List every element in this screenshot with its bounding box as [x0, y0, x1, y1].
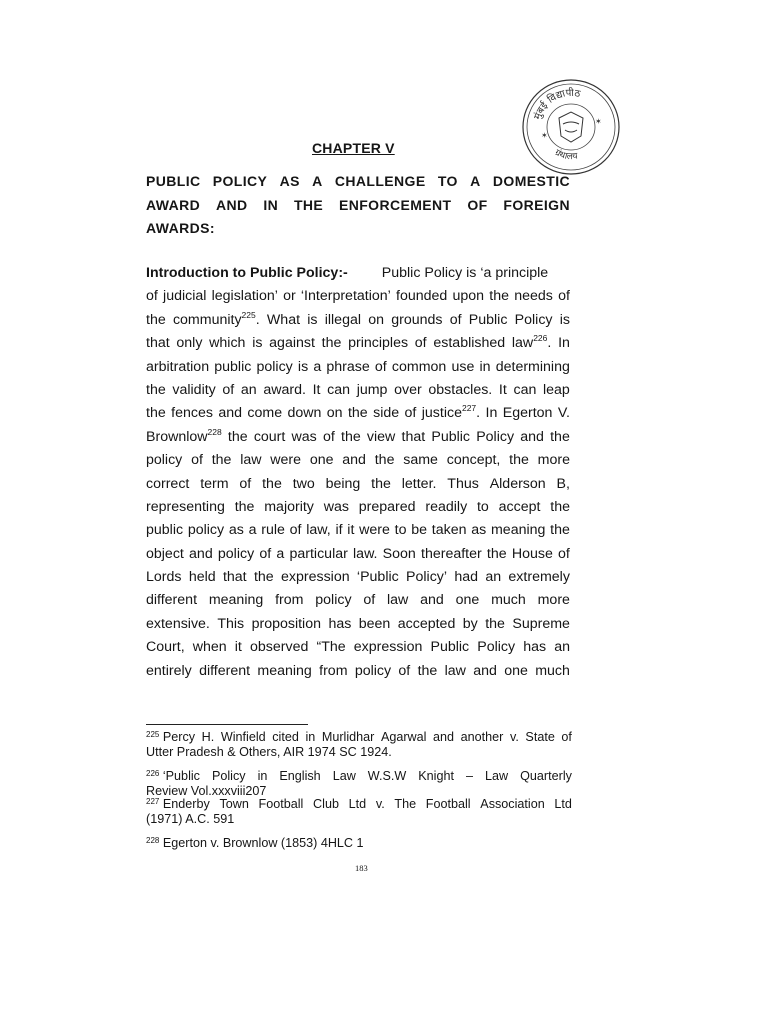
- body-word: is: [559, 311, 570, 328]
- body-word: justice$^{227}$.: [421, 403, 481, 422]
- body-line: [146, 519, 570, 542]
- body-word: same: [403, 452, 438, 469]
- body-word: the: [253, 569, 274, 586]
- body-word: It: [312, 381, 321, 398]
- body-word: Policy’: [406, 569, 448, 586]
- footnote-separator: [146, 724, 308, 725]
- stamp-emblem: [559, 112, 583, 142]
- footnote-line: Review Vol.xxxviii207: [146, 783, 267, 798]
- body-word: and: [520, 428, 544, 445]
- body-word: term: [200, 475, 229, 492]
- body-word: policy: [315, 592, 352, 609]
- body-word: is: [252, 335, 263, 352]
- footnote-reference: 226: [533, 333, 548, 344]
- body-word: the: [146, 405, 166, 422]
- heading-word: AND: [215, 196, 248, 213]
- body-word: one: [504, 662, 528, 679]
- footnote-227: $^{227}$ Enderby Town Football Club Ltd v. The Football Association Ltd (1971) A.C. 591: [146, 797, 572, 826]
- body-word: was: [291, 428, 317, 445]
- body-line: [146, 309, 570, 332]
- footnote-number: 225: [146, 730, 160, 739]
- body-word: the: [146, 311, 166, 328]
- body-word: come: [247, 405, 283, 422]
- library-stamp-seal: [521, 78, 621, 176]
- body-word: much: [535, 662, 570, 679]
- body-word: the: [146, 381, 166, 398]
- body-word: the: [489, 288, 510, 305]
- body-word: Alderson: [489, 475, 546, 492]
- body-word: In: [558, 335, 570, 352]
- body-word: Public: [430, 639, 470, 656]
- body-word: public: [146, 522, 184, 539]
- body-word: ‘Interpretation’: [300, 288, 391, 305]
- body-word: public: [214, 358, 252, 375]
- body-word: Brownlow$^{228}$: [146, 426, 222, 445]
- body-word: founded: [396, 288, 448, 305]
- heading-word: CHALLENGE: [334, 173, 426, 189]
- body-word: were: [359, 522, 390, 539]
- page-number: 183: [355, 863, 368, 873]
- body-word: can: [327, 381, 351, 398]
- body-word: concept,: [446, 452, 501, 469]
- heading-word: THE: [293, 196, 324, 213]
- body-word: jump: [356, 381, 388, 398]
- body-word: law: [387, 592, 409, 609]
- heading-word: A: [312, 173, 323, 189]
- body-word: the: [550, 498, 570, 515]
- body-word: and: [473, 662, 497, 679]
- body-word: that: [146, 335, 170, 352]
- body-word: determining: [495, 358, 570, 375]
- body-word: prepared: [358, 498, 416, 515]
- body-word: an: [240, 381, 257, 398]
- body-word: of: [222, 381, 235, 398]
- body-word: the: [550, 428, 570, 445]
- body-word: more: [537, 452, 570, 469]
- footnote-228: $^{228}$ Egerton v. Brownlow (1853) 4HLC 1: [146, 836, 364, 850]
- body-word: observed: [249, 639, 309, 656]
- body-word: it: [234, 639, 242, 656]
- body-word: of: [398, 662, 411, 679]
- body-word: and: [342, 452, 366, 469]
- body-word: policy: [256, 358, 293, 375]
- body-word: only: [176, 335, 203, 352]
- body-word: if: [335, 522, 343, 539]
- body-line: [146, 636, 570, 659]
- body-word: of: [374, 358, 387, 375]
- body-word: of: [191, 452, 203, 469]
- body-word: policy: [146, 452, 183, 469]
- footnote-line: (1971) A.C. 591: [146, 811, 235, 826]
- body-word: Policy: [477, 639, 516, 656]
- body-line: [146, 613, 570, 636]
- body-word: law$^{226}$.: [511, 333, 552, 352]
- body-word: down: [287, 405, 322, 422]
- body-line: [146, 262, 570, 285]
- body-line: [146, 285, 570, 308]
- body-word: the: [227, 428, 248, 445]
- body-word: which: [209, 335, 246, 352]
- body-word: were: [270, 452, 302, 469]
- body-word: Public: [431, 428, 471, 445]
- body-word: much: [491, 592, 526, 609]
- body-word: court: [253, 428, 286, 445]
- body-word: extremely: [508, 569, 570, 586]
- body-word: common: [391, 358, 447, 375]
- body-line: [146, 496, 570, 519]
- footnote-line: Utter Pradesh & Others, AIR 1974 SC 1924.: [146, 744, 392, 759]
- stamp-ring-text-bottom: ग्रंथालय: [552, 147, 579, 163]
- body-word: of: [239, 475, 252, 492]
- body-word: an: [554, 639, 570, 656]
- body-word: the: [550, 522, 570, 539]
- footnote-reference: 225: [241, 309, 256, 320]
- body-word: Public: [468, 311, 508, 328]
- body-paragraph: [146, 262, 570, 683]
- body-word: by: [462, 615, 478, 632]
- body-word: meaning: [490, 522, 546, 539]
- body-word: to: [394, 522, 407, 539]
- body-word: different: [146, 592, 198, 609]
- body-word: This: [217, 615, 245, 632]
- body-word: entirely: [146, 662, 192, 679]
- footnote-number: 228: [146, 836, 160, 845]
- body-word: It: [498, 381, 507, 398]
- body-word: meaning: [208, 592, 264, 609]
- body-word: on: [326, 405, 343, 422]
- body-word: has: [523, 639, 547, 656]
- body-word: House: [511, 545, 553, 562]
- body-word: needs: [514, 288, 553, 305]
- body-word: of: [146, 288, 158, 305]
- body-word: law,: [306, 522, 331, 539]
- heading-word: DOMESTIC: [492, 173, 570, 189]
- body-word: side: [373, 405, 400, 422]
- body-line: [146, 589, 570, 612]
- body-word: expression: [353, 639, 423, 656]
- stamp-ring-text-top: मुंबई विद्यापीठ: [532, 87, 582, 122]
- body-word: in: [479, 358, 491, 375]
- body-word: and: [218, 405, 242, 422]
- body-word: of: [414, 335, 427, 352]
- body-word: of: [259, 545, 272, 562]
- body-word: majority: [264, 498, 314, 515]
- heading-line: [146, 217, 570, 241]
- body-word: B,: [556, 475, 570, 492]
- body-word: meaning: [257, 662, 312, 679]
- body-word: the: [341, 428, 361, 445]
- body-word: obstacles.: [428, 381, 493, 398]
- body-word: thereafter: [421, 545, 482, 562]
- body-word: one: [309, 452, 334, 469]
- body-word: the: [486, 545, 507, 562]
- body-word: law: [444, 662, 466, 679]
- body-word: Egerton: [502, 405, 553, 422]
- footnote-number: 226: [146, 769, 160, 778]
- heading-line: [146, 194, 570, 218]
- body-word: been: [358, 615, 391, 632]
- body-word: Policy: [514, 311, 553, 328]
- body-word: different: [199, 662, 251, 679]
- body-word: the: [321, 335, 342, 352]
- body-word: or: [283, 288, 296, 305]
- body-word: Policy: [476, 428, 515, 445]
- body-word: extensive.: [146, 615, 210, 632]
- body-word: accepted: [397, 615, 456, 632]
- heading-word: PUBLIC: [146, 173, 201, 189]
- body-word: as: [471, 522, 487, 539]
- body-word: the: [509, 452, 529, 469]
- svg-text:✶: ✶: [541, 131, 548, 140]
- body-word: principles: [348, 335, 409, 352]
- body-word: Soon: [382, 545, 416, 562]
- body-word: one: [455, 592, 480, 609]
- body-word: of: [449, 311, 462, 328]
- body-word: “The: [316, 639, 346, 656]
- body-word: legislation’: [211, 288, 278, 305]
- body-word: of: [289, 522, 302, 539]
- body-word: established: [433, 335, 506, 352]
- body-word: of: [558, 545, 570, 562]
- body-word: from: [319, 662, 348, 679]
- body-word: view: [366, 428, 396, 445]
- body-line: [146, 426, 570, 449]
- heading-word: A: [470, 173, 481, 189]
- body-word: be: [411, 522, 428, 539]
- body-word: validity: [172, 381, 216, 398]
- body-word: illegal: [324, 311, 361, 328]
- body-word: Court,: [146, 639, 185, 656]
- body-line: [146, 473, 570, 496]
- body-word: when: [192, 639, 227, 656]
- chapter-title: CHAPTER V: [312, 140, 395, 156]
- heading-line: [146, 170, 570, 194]
- body-word: In: [485, 405, 498, 422]
- body-word: award.: [263, 381, 306, 398]
- heading-word: OF: [467, 196, 488, 213]
- body-line: [146, 332, 570, 355]
- body-word: of: [404, 405, 417, 422]
- body-word: the: [417, 662, 438, 679]
- body-word: fences: [171, 405, 213, 422]
- body-word: particular: [289, 545, 348, 562]
- body-word: the: [371, 475, 391, 492]
- body-word: law.: [353, 545, 378, 562]
- body-word: Lords: [146, 569, 182, 586]
- body-word: a: [276, 545, 285, 562]
- section-subheading: Introduction to Public Policy:-: [146, 265, 348, 281]
- body-word: correct: [146, 475, 190, 492]
- body-line: [146, 449, 570, 472]
- body-word: had: [454, 569, 479, 586]
- body-word: leap: [543, 381, 570, 398]
- body-word: ‘Public: [356, 569, 399, 586]
- body-word: more: [537, 592, 570, 609]
- body-word: proposition: [251, 615, 321, 632]
- body-word: and: [420, 592, 444, 609]
- body-word: was: [323, 498, 349, 515]
- body-line: [146, 566, 570, 589]
- body-word: a: [248, 522, 257, 539]
- heading-word: FOREIGN: [503, 196, 570, 213]
- body-line: [146, 543, 570, 566]
- body-word: has: [328, 615, 352, 632]
- body-word: over: [394, 381, 422, 398]
- body-word: policy: [354, 662, 392, 679]
- body-line: [146, 379, 570, 402]
- body-word: two: [292, 475, 315, 492]
- body-word: the: [234, 498, 255, 515]
- body-word: Thus: [447, 475, 479, 492]
- body-line: [146, 356, 570, 379]
- body-word: community$^{225}$.: [172, 309, 260, 328]
- body-word: is: [307, 311, 318, 328]
- body-word: from: [275, 592, 304, 609]
- body-word: of: [558, 288, 570, 305]
- body-word: policy: [187, 522, 225, 539]
- body-word: law: [240, 452, 262, 469]
- footnote-reference: 227: [461, 403, 477, 414]
- body-word: What: [266, 311, 301, 328]
- body-word: readily: [425, 498, 468, 515]
- body-word: the: [262, 475, 282, 492]
- heading-word: ENFORCEMENT: [338, 196, 452, 213]
- body-word: grounds: [391, 311, 443, 328]
- body-word: taken: [431, 522, 467, 539]
- body-word: representing: [146, 498, 225, 515]
- body-word: rule: [261, 522, 285, 539]
- body-word: accept: [498, 498, 541, 515]
- body-word: to: [476, 498, 489, 515]
- body-word: phrase: [326, 358, 370, 375]
- body-word: the: [374, 452, 395, 469]
- body-word: object: [146, 545, 184, 562]
- body-word: being: [325, 475, 361, 492]
- footnote-226: $^{226}$ ‘Public Policy in English Law W.S.W Knight – Law Quarterly Review Vol.xxxviii207: [146, 769, 572, 798]
- body-word: Supreme: [512, 615, 570, 632]
- body-word: arbitration: [146, 358, 210, 375]
- heading-word: TO: [437, 173, 458, 189]
- footnote-225: $^{225}$ Percy H. Winfield cited in Murlidhar Agarwal and another v. State of Utter Pradesh & Others, AIR 1974 SC 1924.: [146, 730, 572, 759]
- chapter-heading: [146, 170, 570, 241]
- body-word: upon: [452, 288, 485, 305]
- body-text-run: Public Policy is ‘a principle: [381, 265, 549, 281]
- body-word: of: [322, 428, 335, 445]
- body-word: held: [188, 569, 216, 586]
- body-word: against: [269, 335, 315, 352]
- body-word: V.: [557, 405, 570, 422]
- body-word: judicial: [163, 288, 207, 305]
- heading-word: AS: [279, 173, 300, 189]
- body-word: is: [297, 358, 309, 375]
- heading-word: IN: [263, 196, 279, 213]
- footnote-reference: 228: [207, 426, 222, 437]
- body-word: that: [401, 428, 426, 445]
- body-word: letter.: [401, 475, 437, 492]
- body-word: a: [313, 358, 322, 375]
- heading-word: AWARD: [146, 196, 201, 213]
- body-word: the: [347, 405, 368, 422]
- body-word: expression: [280, 569, 350, 586]
- body-word: that: [222, 569, 247, 586]
- body-line: [146, 660, 570, 683]
- body-word: the: [485, 615, 505, 632]
- body-word: policy: [217, 545, 255, 562]
- svg-text:✶: ✶: [595, 117, 602, 126]
- footnote-number: 227: [146, 797, 160, 806]
- body-word: use: [451, 358, 475, 375]
- body-line: [146, 402, 570, 425]
- heading-word: POLICY: [212, 173, 268, 189]
- body-word: as: [228, 522, 244, 539]
- body-word: on: [368, 311, 384, 328]
- body-word: the: [211, 452, 232, 469]
- body-word: and: [189, 545, 213, 562]
- body-word: can: [513, 381, 537, 398]
- body-word: it: [347, 522, 355, 539]
- body-word: an: [485, 569, 502, 586]
- body-word: of: [363, 592, 376, 609]
- heading-word: AWARDS:: [146, 220, 215, 236]
